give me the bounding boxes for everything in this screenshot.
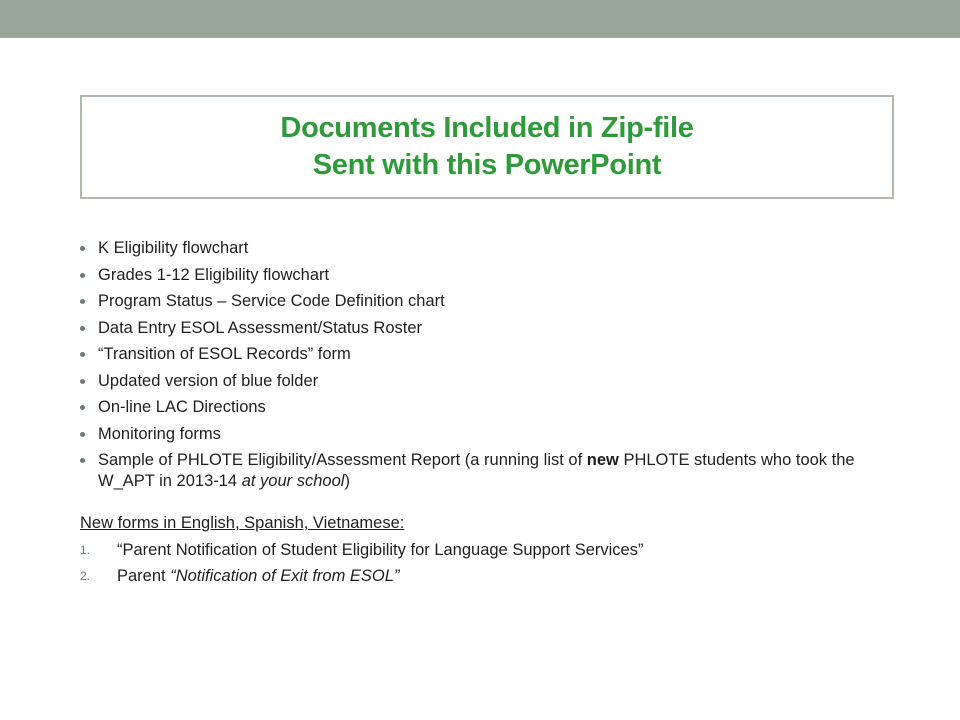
- bullet-dot: [80, 273, 85, 278]
- list-item: [80, 368, 880, 395]
- bullet-dot: [80, 379, 85, 384]
- slide-title-line-1: Documents Included in Zip-file: [280, 112, 694, 144]
- list-item: [80, 315, 880, 342]
- slide-content: [80, 235, 880, 590]
- list-item: [80, 341, 880, 368]
- numbered-item: [80, 563, 880, 590]
- title-box: [80, 95, 894, 199]
- numbered-item-text: “Parent Notification of Student Eligibility for Language Support Services”: [117, 540, 644, 559]
- bullet-dot: [80, 405, 85, 410]
- list-item-text: On-line LAC Directions: [98, 398, 266, 416]
- bullet-dot: [80, 299, 85, 304]
- sample-report-bold: new: [586, 451, 619, 469]
- list-item-text: Monitoring forms: [98, 424, 221, 443]
- list-item-text: Program Status – Service Code Definition chart: [98, 292, 445, 310]
- bullet-dot: [80, 352, 85, 357]
- new-forms-heading: New forms in English, Spanish, Vietnamese:: [80, 514, 405, 532]
- list-item: [80, 394, 880, 421]
- sample-report-italic: at your school: [241, 472, 345, 490]
- numbered-item-italic: “Notification of Exit from ESOL”: [170, 567, 400, 585]
- list-item-text: “Transition of ESOL Records” form: [98, 345, 351, 363]
- top-band: [0, 0, 960, 38]
- list-item-sample-report: [80, 450, 880, 492]
- list-item-text: Updated version of blue folder: [98, 371, 319, 390]
- list-item: [80, 235, 880, 262]
- numbered-item-prefix: Parent: [117, 567, 171, 585]
- bullet-dot: [80, 458, 85, 463]
- sample-report-text-3: ): [344, 472, 350, 490]
- list-item-text: K Eligibility flowchart: [98, 239, 249, 257]
- numbered-list: [80, 537, 880, 590]
- numbered-item: [80, 537, 880, 564]
- slide-title-line-2: Sent with this PowerPoint: [312, 149, 662, 181]
- list-item: [80, 288, 880, 315]
- list-item: [80, 262, 880, 289]
- list-item-text: Grades 1-12 Eligibility flowchart: [98, 265, 330, 284]
- bullet-list: [80, 235, 880, 492]
- bullet-dot: [80, 432, 85, 437]
- bullet-dot: [80, 246, 85, 251]
- bullet-dot: [80, 326, 85, 331]
- list-item: [80, 421, 880, 448]
- sample-report-text-1: Sample of PHLOTE Eligibility/Assessment Report (a running list of: [98, 451, 587, 469]
- sample-report-text-2: PHLOTE students who took the W_APT in 2013-14: [98, 451, 855, 490]
- list-item-text: Data Entry ESOL Assessment/Status Roster: [98, 318, 423, 337]
- item-number: 2.: [80, 569, 91, 583]
- item-number: 1.: [80, 542, 91, 557]
